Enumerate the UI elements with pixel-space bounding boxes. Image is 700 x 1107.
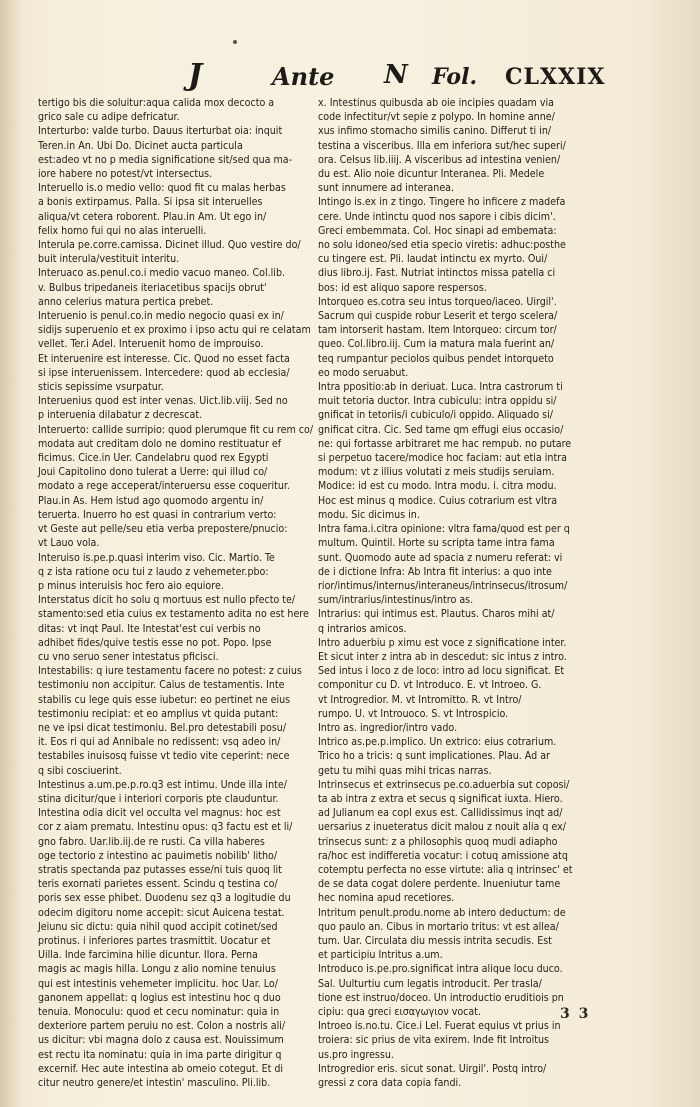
entry-line: queo. Col.libro.iij. Cum ia matura mala fuerint an/ — [318, 338, 555, 351]
entry-line: Interuerto: callide surripio: quod plerumque fit cu rem co/ — [38, 423, 314, 436]
entry-line: est rectu ita nominatu: quia in ima parte dirigitur q — [38, 1048, 282, 1061]
entry-line: sunt innumere ad interanea. — [318, 182, 455, 195]
entry-line: modato a rege acceperat/interuersu esse coqueritur. — [38, 480, 290, 493]
entry-line: Sal. Uulturtiu cum legatis introducit. Per trasla/ — [318, 977, 542, 990]
dictionary-entry — [318, 721, 600, 735]
left-text-column — [38, 96, 314, 1090]
entry-line: stabilis cu lege quis esse iubetur: eo pertinet ne eius — [38, 693, 291, 706]
dictionary-entry — [318, 636, 600, 721]
entry-line: gnificat in tetoriis/i cubiculo/i oppido. Aliquado si/ — [318, 409, 553, 422]
entry-line: grico sale cu adipe defricatur. — [38, 111, 180, 124]
entry-line: rumpo. U. vt Introuoco. S. vt Introspicio. — [318, 707, 509, 720]
entry-line: gnificat citra. Cic. Sed tame qm effugi eius occasio/ — [318, 423, 564, 436]
entry-line: gno fabro. Uar.lib.iij.de re rusti. Ca villa haberes — [38, 835, 265, 848]
entry-line: cipiu: qua greci εισαγωγιον vocat. — [318, 1006, 482, 1018]
entry-line: Intro as. ingredior/intro vado. — [318, 721, 458, 734]
entry-line: quo paulo an. Cibus in mortario tritus: vt est allea/ — [318, 920, 559, 933]
entry-line: de se data cogat dolere perdente. Inueniutur tame — [318, 878, 561, 891]
entry-line: vt Lauo vola. — [38, 537, 100, 550]
entry-line: tione est instruo/doceo. Un introductio eruditiois pn — [318, 991, 564, 1004]
entry-line: Teren.in An. Ubi Do. Dicinet aucta particula — [38, 139, 243, 152]
entry-line: Introeo is.no.tu. Cice.i Lel. Fuerat equius vt prius in — [318, 1020, 561, 1033]
entry-line: et participiu Intritus a.um. — [318, 949, 443, 962]
entry-line: Intorqueo es.cotra seu intus torqueo/iaceo. Uirgil'. — [318, 295, 557, 308]
entry-line: poris sex esse phibet. Duodenu sez q3 a logitudie du — [38, 892, 291, 905]
right-text-column — [318, 96, 600, 1090]
dictionary-entry — [318, 96, 600, 195]
header-folio-number: CLXXIX — [505, 64, 606, 90]
dictionary-entry — [318, 1062, 600, 1090]
header-word: Ante — [272, 62, 335, 91]
entry-line: Et sicut inter z intra ab in descedut: sic intus z intro. — [318, 650, 567, 663]
entry-line: bos: id est aliquo sapore respersos. — [318, 281, 487, 294]
entry-line: Intra ppositio:ab in deriuat. Luca. Intra castrorum ti — [318, 381, 563, 394]
entry-line: Intrico as.pe.p.implico. Un extrico: eius cotrarium. — [318, 736, 557, 749]
entry-line: ra/hoc est indifferetia vocatur: i cotuq amissione atq — [318, 849, 568, 862]
dictionary-entry — [318, 962, 600, 1019]
entry-line: cu vno seruo sener intestatus pficisci. — [38, 650, 219, 663]
entry-line: Et interuenire est interesse. Cic. Quod no esset facta — [38, 352, 290, 365]
dictionary-entry — [38, 551, 310, 594]
entry-line: Intritum penult.produ.nome ab intero deductum: de — [318, 906, 566, 919]
entry-line: cere. Unde intinctu quod nos sapore i cibis dicim'. — [318, 210, 556, 223]
entry-line: Intra fama.i.citra opinione: vltra fama/quod est per q — [318, 523, 570, 536]
page-gutter-shadow — [0, 0, 22, 1107]
entry-line: Interuello is.o medio vello: quod fit cu malas herbas — [38, 182, 286, 195]
entry-line: Intingo is.ex in z tingo. Tingere ho inficere z madefa — [318, 196, 566, 209]
entry-line: sunt. Quomodo aute ad spacia z numeru referat: vi — [318, 551, 563, 564]
entry-line: code infectitur/vt sepie z polypo. In homine anne/ — [318, 111, 555, 124]
dictionary-entry — [38, 238, 310, 266]
entry-line: ad Julianum ea copl exus est. Callidissimus inqt ad/ — [318, 807, 563, 820]
entry-line: citur neutro genere/et intestin' masculino. Pli.lib. — [38, 1077, 271, 1090]
entry-line: Modice: id est cu modo. Intra modu. i. citra modu. — [318, 480, 557, 493]
entry-line: Intrarius: qui intimus est. Plautus. Charos mihi at/ — [318, 608, 555, 621]
dictionary-entry — [318, 735, 600, 778]
entry-line: xus infimo stomacho similis canino. Differut ti in/ — [318, 125, 552, 138]
entry-line: stamento:sed etia cuius ex testamento adita no est here — [38, 608, 309, 621]
entry-line: Intrinsecus et extrinsecus pe.co.aduerbia sut coposi/ — [318, 778, 570, 791]
entry-line: ganonem appellat: q logius est intestinu hoc q duo — [38, 991, 281, 1004]
signature-mark: 3 3 — [560, 1006, 591, 1022]
entry-line: protinus. i inferiores partes trasmittit. Uocatur et — [38, 934, 271, 947]
entry-line: a bonis extirpamus. Palla. Si ipsa sit interuelles — [38, 196, 263, 209]
entry-line: hec nomina apud recetiores. — [318, 892, 455, 905]
entry-line: aliqua/vt cetera roborent. Plau.in Am. Ut ego in/ — [38, 210, 267, 223]
entry-line: Hoc est minus q modice. Cuius cotrarium est vltra — [318, 494, 558, 507]
entry-line: odecim digitoru nome accepit: sicut Auicena testat. — [38, 906, 285, 919]
entry-line: Jeiunu sic dictu: quia nihil quod accipit cotinet/sed — [38, 920, 278, 933]
entry-line: p interuenia dilabatur z decrescat. — [38, 409, 203, 422]
dictionary-entry — [318, 522, 600, 607]
entry-line: componitur cu D. vt Introduco. E. vt Introeo. G. — [318, 679, 542, 692]
entry-line: teq rumpantur peciolos quibus pendet intorqueto — [318, 352, 554, 365]
entry-line: dexteriore partem peruiu no est. Colon a nostris ali/ — [38, 1020, 286, 1033]
entry-line: Intro aduerbiu p ximu est voce z significatione inter. — [318, 636, 567, 649]
entry-line: Greci embemmata. Col. Hoc sinapi ad embemata: — [318, 224, 557, 237]
dictionary-entry — [38, 266, 310, 309]
header-fol-label: Fol. — [432, 64, 478, 90]
entry-line: si ipse interuenissem. Intercedere: quod ab ecclesia/ — [38, 366, 290, 379]
entry-line: q intrarios amicos. — [318, 622, 407, 635]
entry-line: getu tu mihi quas mihi tricas narras. — [318, 764, 492, 777]
entry-line: testabiles inuisosq fuisse vt tedio vite ceperint: nece — [38, 750, 290, 763]
entry-line: Uilla. Inde farcimina hilie dicuntur. Ilora. Perna — [38, 949, 258, 962]
entry-line: ditas: vt inqt Paul. Ite Intestat'est cui verbis no — [38, 622, 261, 635]
entry-line: Interuenius quod est inter venas. Uict.lib.viij. Sed no — [38, 395, 288, 408]
entry-line: Interuiso is.pe.p.quasi interim viso. Cic. Martio. Te — [38, 551, 275, 564]
entry-line: Intestinus a.um.pe.p.ro.q3 est intimu. Unde illa inte/ — [38, 778, 287, 791]
dictionary-entry — [318, 195, 600, 294]
entry-line: modum: vt z illius volutati z meis studijs seruiam. — [318, 466, 555, 479]
entry-line: magis ac magis hilla. Longu z alio nomine tenuius — [38, 963, 276, 976]
entry-line: ora. Celsus lib.iiij. A visceribus ad intestina venien/ — [318, 153, 561, 166]
entry-line: modata aut creditam dolo ne domino restituatur ef — [38, 437, 282, 450]
dictionary-entry — [38, 124, 310, 181]
entry-line: Sed intus i loco z de loco: intro ad locu significat. Et — [318, 665, 565, 678]
entry-line: eo modo seruabut. — [318, 366, 409, 379]
entry-line: excernif. Hec aute intestina ab omeio cotegut. Et di — [38, 1062, 284, 1075]
entry-line: testimoniu non accipitur. Caius de testamentis. Inte — [38, 679, 285, 692]
dictionary-entry — [318, 380, 600, 522]
entry-line: adhibet fides/quive testis esse no pot. Popo. Ipse — [38, 636, 272, 649]
entry-line: Interstatus dicit ho solu q mortuus est nullo pfecto te/ — [38, 594, 296, 607]
entry-line: Interuaco as.penul.co.i medio vacuo maneo. Col.lib. — [38, 267, 286, 280]
dictionary-entry — [38, 593, 310, 664]
entry-line: us dicitur: vbi magna dolo z causa est. Nouissimum — [38, 1034, 284, 1047]
dictionary-entry — [318, 906, 600, 963]
entry-line: Trico ho a tricis: q sunt implicationes. Plau. Ad ar — [318, 750, 550, 763]
entry-line: testimoniu recipiat: et eo amplius vt quida putant: — [38, 707, 279, 720]
entry-line: buit interula/vestituit interitu. — [38, 253, 180, 266]
dictionary-entry — [318, 1019, 600, 1062]
dictionary-entry — [38, 423, 314, 551]
entry-line: Interuenio is penul.co.in medio negocio quasi ex in/ — [38, 310, 284, 323]
ink-speck — [233, 40, 237, 44]
entry-line: tenuia. Monoculu: quod et cecu nominatur: quia in — [38, 1006, 280, 1018]
running-header — [0, 58, 700, 94]
entry-line: cor z aiam prematu. Intestinu opus: q3 factu est et li/ — [38, 821, 293, 834]
entry-line: Joui Capitolino dono tulerat a Uerre: qui illud co/ — [38, 466, 268, 479]
entry-line: no solu idoneo/sed etia specio viretis: adhuc:posthe — [318, 239, 566, 252]
dictionary-entry — [38, 664, 310, 778]
entry-line: modu. Sic dicimus in. — [318, 508, 420, 521]
entry-line: qui est intestinis vehemeter implicitu. hoc Uar. Lo/ — [38, 977, 278, 990]
entry-line: Intestina odia dicit vel occulta vel magnus: hoc est — [38, 807, 281, 820]
dictionary-entry — [318, 778, 600, 906]
entry-line: oge tectorio z intestino ac pauimetis nobilib' litho/ — [38, 849, 278, 862]
entry-line: troiera: sic prius de vita exirem. Inde fit Introitus — [318, 1034, 550, 1047]
entry-line: sidijs superuenio et ex proximo i ipso actu qui re celatam — [38, 324, 311, 337]
entry-line: ne: qui fortasse arbitraret me hac rempub. no putare — [318, 437, 572, 450]
entry-line: iore habere no potest/vt intersectus. — [38, 168, 213, 181]
entry-line: Introduco is.pe.pro.significat intra alique locu duco. — [318, 963, 563, 976]
entry-line: testina a visceribus. Illa em inferiora sut/hec superi/ — [318, 139, 566, 152]
entry-line: v. Bulbus tripedaneis iteriacetibus spacijs obrut' — [38, 281, 267, 294]
entry-line: trinsecus sunt: z a philosophis quoq mudi adiapho — [318, 835, 558, 848]
entry-line: ta ab intra z extra et secus q significat iuxta. Hiero. — [318, 792, 563, 805]
entry-line: stratis spectanda paz putasses esse/ni tuis quoq lit — [38, 863, 282, 876]
header-initial: J — [188, 58, 203, 93]
entry-line: x. Intestinus quibusda ab oie incipies quadam via — [318, 97, 554, 109]
entry-line: du est. Alio noie dicuntur Interanea. Pli. Medele — [318, 168, 545, 181]
dictionary-entry — [38, 778, 310, 1090]
entry-line: gressi z cora data copia fandi. — [318, 1077, 462, 1090]
entry-line: sum/intrarius/intestinus/intro as. — [318, 594, 474, 607]
dictionary-entry — [318, 607, 600, 635]
entry-line: uersarius z inueteratus dicit malou z nouit alia q ex/ — [318, 821, 566, 834]
entry-line: vellet. Ter.i Adel. Interuenit homo de improuiso. — [38, 338, 264, 351]
entry-line: tam intorserit hastam. Item Intorqueo: circum tor/ — [318, 324, 557, 337]
entry-line: vt Geste aut pelle/seu etia verba prepostere/pnucio: — [38, 523, 288, 536]
entry-line: Interula pe.corre.camissa. Dicinet illud. Quo vestire do/ — [38, 239, 301, 252]
header-letter: N — [384, 60, 408, 90]
entry-line: Sacrum qui cuspide robur Leserit et tergo scelera/ — [318, 310, 558, 323]
entry-line: muit tetoria ductor. Intra cubiculu: intra oppidu si/ — [318, 395, 557, 408]
entry-line: felix homo fui qui no alas interuelli. — [38, 224, 207, 237]
entry-line: teris exornati parietes essent. Scindu q testina co/ — [38, 878, 278, 891]
entry-line: rior/intimus/internus/interaneus/intrinsecus/itrosum/ — [318, 579, 568, 592]
entry-line: vt Introgredior. M. vt Intromitto. R. vt Intro/ — [318, 693, 522, 706]
entry-line: q sibi cosciuerint. — [38, 764, 122, 777]
entry-line: multum. Quintil. Horte su scripta tame intra fama — [318, 537, 555, 550]
entry-line: ficimus. Cice.in Uer. Candelabru quod rex Egypti — [38, 452, 269, 465]
dictionary-entry — [318, 295, 600, 380]
entry-line: sticis sepissime vsurpatur. — [38, 381, 164, 394]
entry-line: ne ve ipsi dicat testimoniu. Bel.pro detestabili posu/ — [38, 721, 287, 734]
entry-line: stina dicitur/que i interiori corporis pte clauduntur. — [38, 792, 279, 805]
entry-line: it. Eos ri qui ad Annibale no redissent: vsq adeo in/ — [38, 736, 281, 749]
entry-line: anno celerius matura pertica prebet. — [38, 295, 214, 308]
entry-line: Intestabilis: q iure testamentu facere no potest: z cuius — [38, 665, 302, 678]
entry-line: Introgredior eris. sicut sonat. Uirgil'. Postq intro/ — [318, 1062, 547, 1075]
entry-line: Interturbo: valde turbo. Dauus iterturbat oia: inquit — [38, 125, 283, 138]
dictionary-entry — [38, 309, 310, 394]
entry-line: q z ista ratione ocu tui z laudo z vehemeter.pbo: — [38, 565, 269, 578]
dictionary-entry — [38, 394, 310, 422]
dictionary-entry — [38, 96, 310, 124]
entry-line: si perpetuo tacere/modice hoc faciam: aut etia intra — [318, 452, 567, 465]
dictionary-entry — [38, 181, 310, 238]
entry-line: tum. Uar. Circulata diu messis intrita secudis. Est — [318, 934, 552, 947]
entry-line: Plau.in As. Hem istud ago quomodo argentu in/ — [38, 494, 264, 507]
entry-line: est:adeo vt no p media significatione sit/sed qua ma- — [38, 153, 293, 166]
entry-line: p minus interuisis hoc fero aio equiore. — [38, 579, 224, 592]
entry-line: tertigo bis die soluitur:aqua calida mox decocto a — [38, 97, 275, 109]
entry-line: cotemptu perfecta no esse virtute: alia q intrinsec' et — [318, 863, 573, 876]
entry-line: dius libro.ij. Fast. Nutriat intinctos missa patella ci — [318, 267, 556, 280]
entry-line: teruerta. Inuerro ho est quasi in contrarium verto: — [38, 508, 277, 521]
entry-line: de i dictione Infra: Ab Intra fit interius: a quo inte — [318, 565, 552, 578]
entry-line: cu tingere est. Pli. laudat intinctu ex myrto. Oui/ — [318, 253, 548, 266]
entry-line: us.pro ingressu. — [318, 1048, 394, 1061]
